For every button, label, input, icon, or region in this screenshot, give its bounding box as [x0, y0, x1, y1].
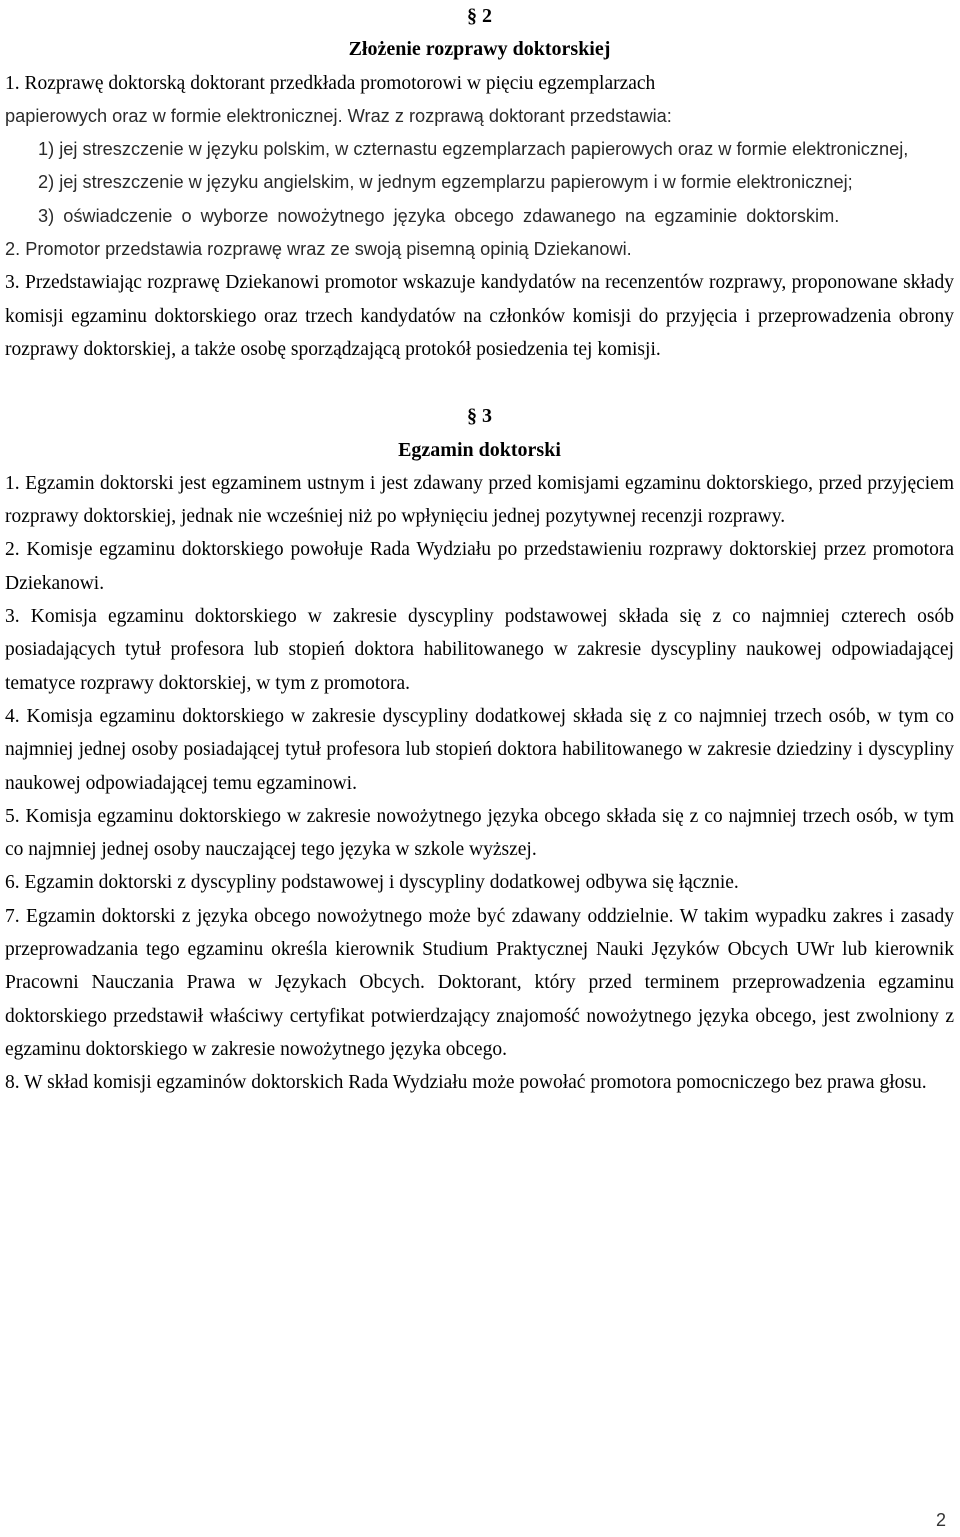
section-2-title: Złożenie rozprawy doktorskiej	[348, 38, 611, 61]
section-3-paragraph-2: 2. Komisje egzaminu doktorskiego powołuje Rada Wydziału po przedstawieniu rozprawy doktorskiej przez promotora Dziekanowi.	[5, 539, 954, 594]
section-spacer	[5, 366, 954, 400]
section-2-list-item-3: 3) oświadczenie o wyborze nowożytnego języka obcego zdawanego na egzaminie doktorskim.	[38, 205, 840, 226]
section-2-list-item-2: 2) jej streszczenie w języku angielskim, w jednym egzemplarzu papierowym i w formie elektronicznej;	[38, 172, 853, 193]
section-3-paragraph-3: 3. Komisja egzaminu doktorskiego w zakresie dyscypliny podstawowej składa się z co najmniej czterech osób posiadających tytuł profesora lub stopień doktora habilitowanego w zakresie dyscypliny naukowej odpowiadającej tematyce rozprawy doktorskiej, w tym z promotora.	[5, 606, 954, 694]
section-3-paragraph-7: 7. Egzamin doktorski z języka obcego nowożytnego może być zdawany oddzielnie. W takim wypadku zakres i zasady przeprowadzania tego egzaminu określa kierownik Studium Praktycznej Nauki Języków Obcych UWr lub kierownik Pracowni Nauczania Prawa w Językach Obcych. Doktorant, który przed terminem przeprowadzenia egzaminu doktorskiego przedstawił właściwy certyfikat potwierdzający znajomość nowożytnego języka obcego, jest zwolniony z egzaminu doktorskiego w zakresie nowożytnego języka obcego.	[5, 905, 954, 1060]
section-3-number: § 3	[467, 405, 492, 428]
section-2-number: § 2	[467, 5, 492, 27]
section-3-paragraph-1: 1. Egzamin doktorski jest egzaminem ustnym i jest zdawany przed komisjami egzaminu doktorskiego, przed przyjęciem rozprawy doktorskiej, jednak nie wcześniej niż po wpłynięciu jednej pozytywnej recenzji rozprawy.	[5, 472, 954, 528]
section-3-paragraph-4: 4. Komisja egzaminu doktorskiego w zakresie dyscypliny dodatkowej składa się z co najmniej trzech osób, w tym co najmniej jednej osoby posiadającej tytuł profesora lub stopień doktora habilitowanego w zakresie dziedziny i dyscypliny naukowej odpowiadającej temu egzaminowi.	[5, 705, 954, 794]
section-2-list-item-1: 1) jej streszczenie w języku polskim, w czternastu egzemplarzach papierowych oraz w formie elektronicznej,	[38, 139, 909, 160]
section-2-paragraph-3: 3. Przedstawiając rozprawę Dziekanowi promotor wskazuje kandydatów na recenzentów rozprawy, proponowane składy komisji egzaminu doktorskiego oraz trzech kandydatów na członków komisji do przyjęcia i przeprowadzenia obrony rozprawy doktorskiej, a także osobę sporządzającą protokół posiedzenia tej komisji.	[5, 272, 954, 360]
section-2-paragraph-1-line-2: papierowych oraz w formie elektronicznej. Wraz z rozprawą doktorant przedstawia:	[5, 105, 672, 126]
section-3-paragraph-6: 6. Egzamin doktorski z dyscypliny podstawowej i dyscypliny dodatkowej odbywa się łącznie.	[5, 872, 739, 894]
section-2-paragraph-1-line-1: 1. Rozprawę doktorską doktorant przedkłada promotorowi w pięciu egzemplarzach	[5, 72, 656, 94]
page-number: 2	[935, 1510, 946, 1530]
section-3-paragraph-8: 8. W skład komisji egzaminów doktorskich Rada Wydziału może powołać promotora pomocniczego bez prawa głosu.	[5, 1072, 927, 1094]
section-3-title: Egzamin doktorski	[398, 438, 561, 461]
section-3-paragraph-5: 5. Komisja egzaminu doktorskiego w zakresie nowożytnego języka obcego składa się z co najmniej trzech osób, w tym co najmniej jednej osoby nauczającej tego języka w szkole wyższej.	[5, 805, 954, 861]
section-2-paragraph-2: 2. Promotor przedstawia rozprawę wraz ze swoją pisemną opinią Dziekanowi.	[5, 239, 632, 260]
